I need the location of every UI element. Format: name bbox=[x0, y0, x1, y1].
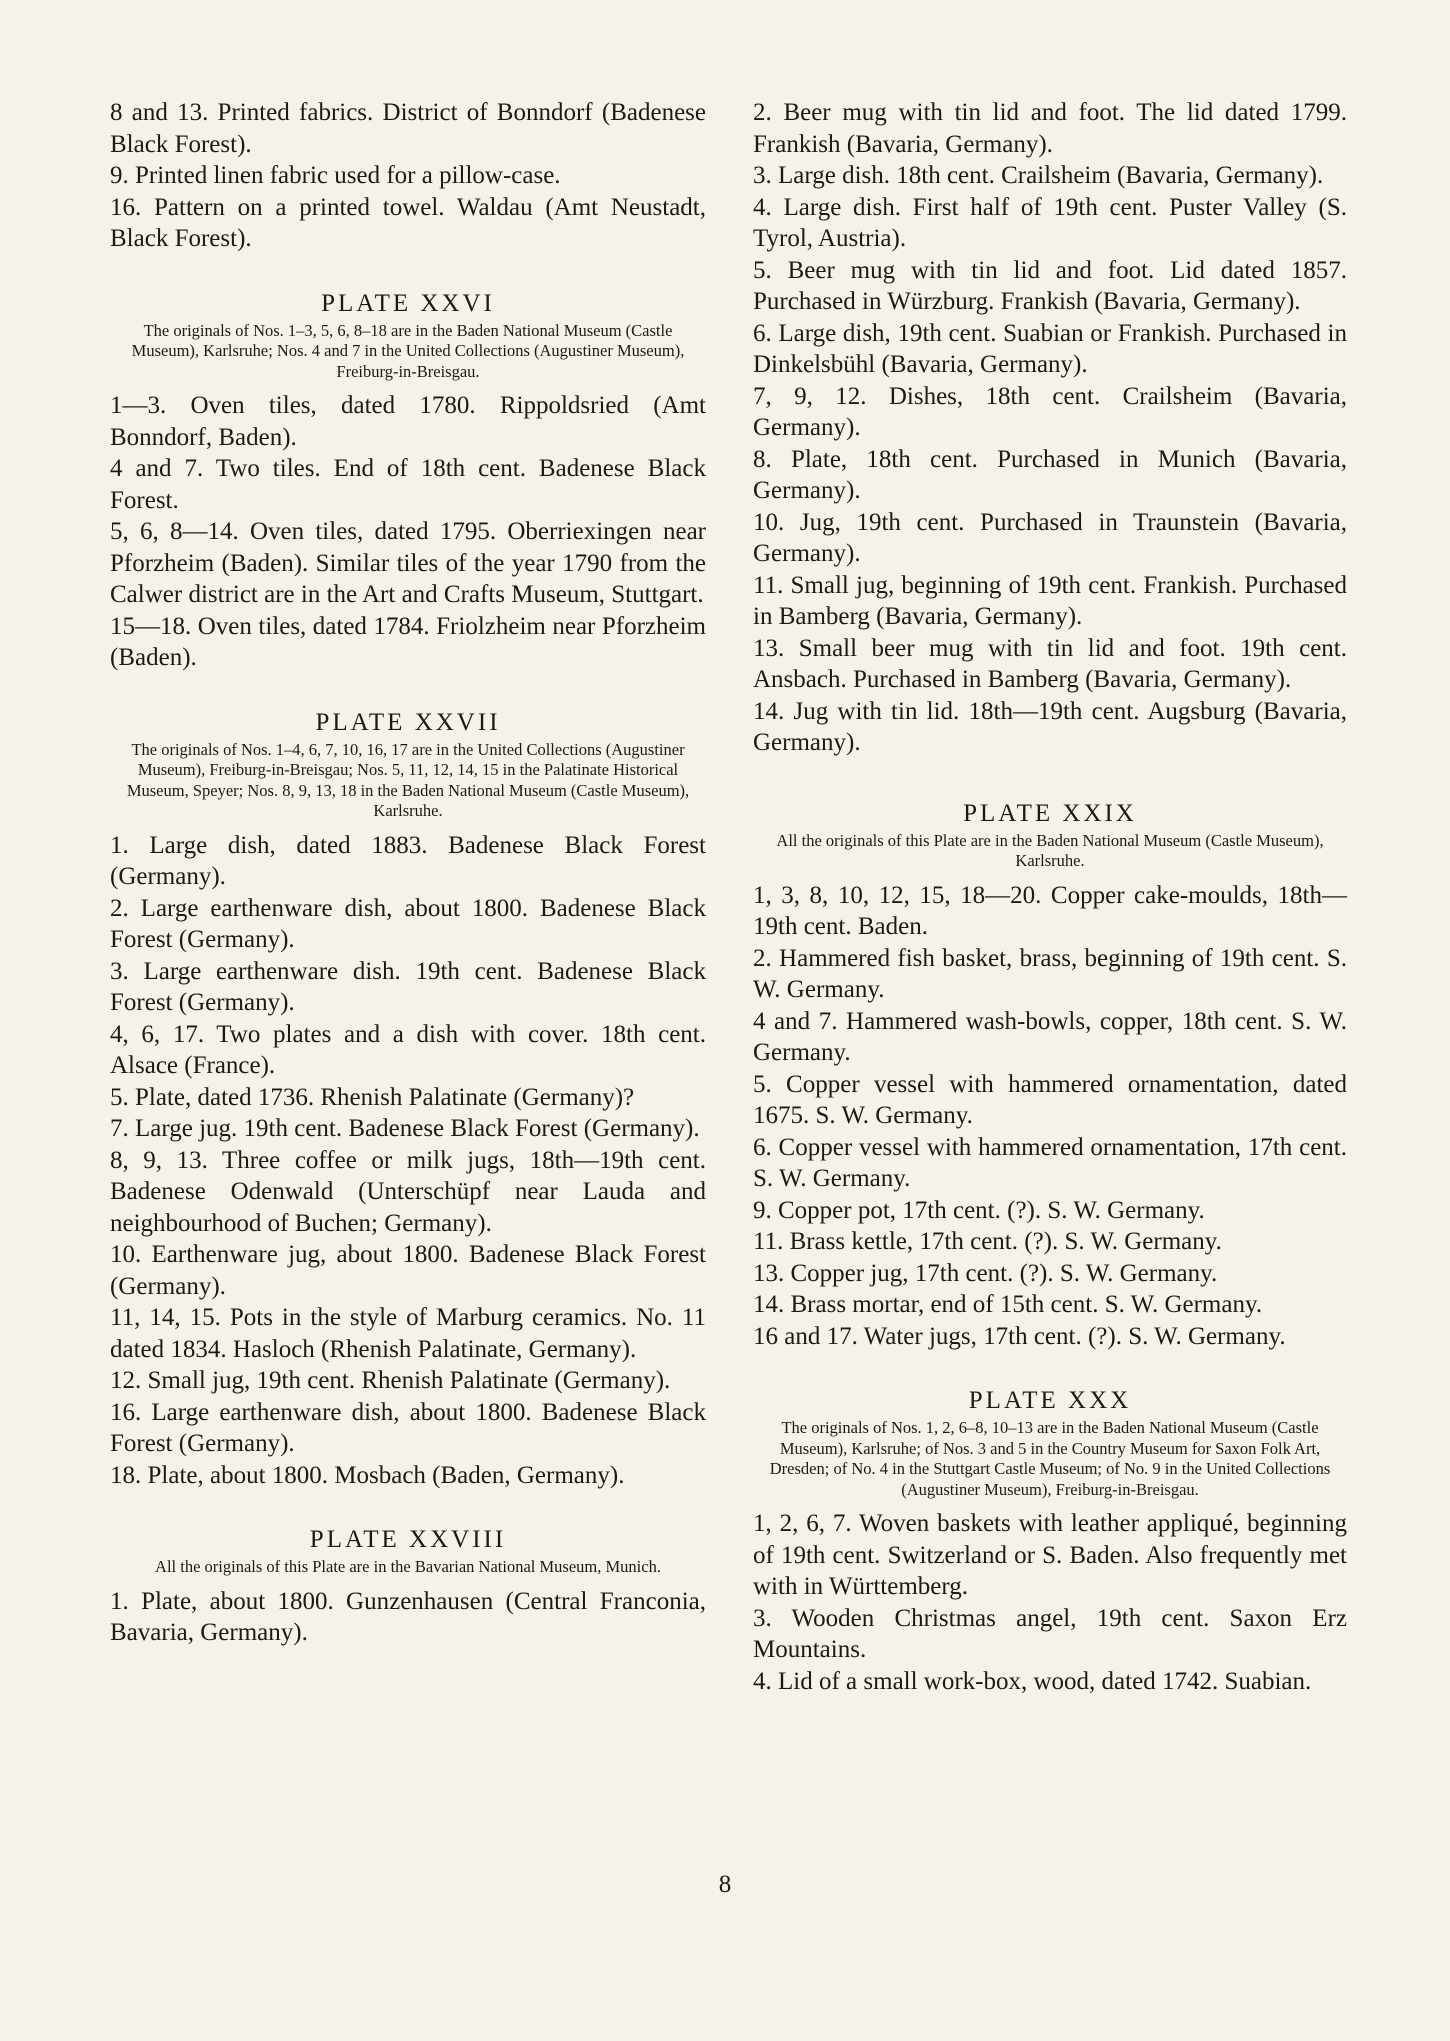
entry: 9. Copper pot, 17th cent. (?). S. W. Germany. bbox=[753, 1196, 1205, 1224]
entry: 13. Small beer mug with tin lid and foot. 19th cent. Ansbach. Purchased in Bamberg (Bavaria, Germany). bbox=[753, 634, 1347, 693]
entry: 4, 6, 17. Two plates and a dish with cover. 18th cent. Alsace (France). bbox=[110, 1020, 706, 1079]
entry: 1, 2, 6, 7. Woven baskets with leather appliqué, beginning of 19th cent. Switzerland or S. Baden. Also frequently met with in Württemberg. bbox=[753, 1510, 1347, 1600]
entry: 16. Pattern on a printed towel. Waldau (Amt Neustadt, Black Forest). bbox=[110, 193, 706, 252]
entry: 5, 6, 8—14. Oven tiles, dated 1795. Oberriexingen near Pforzheim (Baden). Similar tiles of the year 1790 from the Calwer district are in the Art and Crafts Museum, Stuttgart. bbox=[110, 518, 706, 608]
plate-note: The originals of Nos. 1–3, 5, 6, 8–18 are in the Baden National Museum (Castle Museum), Karlsruhe; Nos. 4 and 7 in the United Collections (Augustiner Museum), Freiburg-in-Breisgau. bbox=[131, 320, 685, 381]
entry: 8, 9, 13. Three coffee or milk jugs, 18th—19th cent. Badenese Odenwald (Unterschüpf near Lauda and neighbourhood of Buchen; Germany). bbox=[110, 1146, 706, 1237]
entry: 16 and 17. Water jugs, 17th cent. (?). S. W. Germany. bbox=[753, 1322, 1286, 1350]
plate-note: All the originals of this Plate are in the Baden National Museum (Castle Museum), Karlsruhe. bbox=[776, 830, 1324, 870]
entry: 5. Copper vessel with hammered ornamentation, dated 1675. S. W. Germany. bbox=[753, 1070, 1347, 1129]
entry: 3. Large dish. 18th cent. Crailsheim (Bavaria, Germany). bbox=[753, 162, 1324, 189]
page-number: 8 bbox=[718, 1871, 732, 1898]
left-column bbox=[110, 97, 706, 1649]
plate-heading: PLATE XXX bbox=[968, 1387, 1132, 1414]
entry: 14. Brass mortar, end of 15th cent. S. W. Germany. bbox=[753, 1291, 1263, 1318]
plate-note: The originals of Nos. 1, 2, 6–8, 10–13 are in the Baden National Museum (Castle Museum), Karlsruhe; of Nos. 3 and 5 in the Country Museum for Saxon Folk Art, Dresden; of No. 4 in the Stuttgart Castle Museum; of No. 9 in the United Collections (Augustiner Museum), Freiburg-in-Breisgau. bbox=[769, 1418, 1331, 1499]
entry: 1. Large dish, dated 1883. Badenese Black Forest (Germany). bbox=[110, 831, 706, 890]
right-column bbox=[753, 97, 1347, 1697]
entry: 10. Earthenware jug, about 1800. Badenese Black Forest (Germany). bbox=[110, 1241, 706, 1300]
entry: 11. Small jug, beginning of 19th cent. Frankish. Purchased in Bamberg (Bavaria, Germany). bbox=[753, 571, 1347, 630]
entry: 1. Plate, about 1800. Gunzenhausen (Central Franconia, Bavaria, Germany). bbox=[110, 1587, 706, 1646]
entry: 11, 14, 15. Pots in the style of Marburg ceramics. No. 11 dated 1834. Hasloch (Rhenish Palatinate, Germany). bbox=[110, 1304, 706, 1363]
entry: 9. Printed linen fabric used for a pillow-case. bbox=[110, 162, 561, 189]
entry: 8 and 13. Printed fabrics. District of Bonndorf (Badenese Black Forest). bbox=[110, 99, 706, 158]
entry: 6. Copper vessel with hammered ornamentation, 17th cent. S. W. Germany. bbox=[753, 1133, 1347, 1192]
plate-note: The originals of Nos. 1–4, 6, 7, 10, 16, 17 are in the United Collections (Augustiner Museum), Freiburg-in-Breisgau; Nos. 5, 11, 12, 14, 15 in the Palatinate Historical Museum, Speyer; Nos. 8, 9, 13, 18 in the Baden National Museum (Castle Museum), Karlsruhe. bbox=[126, 739, 690, 820]
entry: 6. Large dish, 19th cent. Suabian or Frankish. Purchased in Dinkelsbühl (Bavaria, Germany). bbox=[753, 319, 1347, 378]
entry: 16. Large earthenware dish, about 1800. Badenese Black Forest (Germany). bbox=[110, 1398, 706, 1457]
entry: 7, 9, 12. Dishes, 18th cent. Crailsheim (Bavaria, Germany). bbox=[753, 382, 1347, 441]
entry: 4. Large dish. First half of 19th cent. Puster Valley (S. Tyrol, Austria). bbox=[753, 193, 1347, 252]
entry: 2. Beer mug with tin lid and foot. The lid dated 1799. Frankish (Bavaria, Germany). bbox=[753, 99, 1347, 158]
entry: 8. Plate, 18th cent. Purchased in Munich (Bavaria, Germany). bbox=[753, 445, 1347, 504]
entry: 11. Brass kettle, 17th cent. (?). S. W. Germany. bbox=[753, 1228, 1222, 1255]
entry: 1—3. Oven tiles, dated 1780. Rippoldsried (Amt Bonndorf, Baden). bbox=[110, 392, 706, 451]
entry: 3. Wooden Christmas angel, 19th cent. Saxon Erz Mountains. bbox=[753, 1604, 1347, 1663]
entry: 5. Beer mug with tin lid and foot. Lid dated 1857. Purchased in Würzburg. Frankish (Bavaria, Germany). bbox=[753, 256, 1347, 315]
plate-note: All the originals of this Plate are in the Bavarian National Museum, Munich. bbox=[155, 1557, 661, 1576]
entry: 18. Plate, about 1800. Mosbach (Baden, Germany). bbox=[110, 1461, 625, 1489]
entry: 7. Large jug. 19th cent. Badenese Black Forest (Germany). bbox=[110, 1115, 700, 1142]
entry: 12. Small jug, 19th cent. Rhenish Palatinate (Germany). bbox=[110, 1367, 671, 1394]
entry: 4. Lid of a small work-box, wood, dated 1742. Suabian. bbox=[753, 1667, 1312, 1695]
plate-heading: PLATE XXIX bbox=[963, 799, 1137, 827]
entry: 15—18. Oven tiles, dated 1784. Friolzheim near Pforzheim (Baden). bbox=[110, 612, 706, 671]
entry: 2. Large earthenware dish, about 1800. Badenese Black Forest (Germany). bbox=[110, 894, 706, 953]
entry: 13. Copper jug, 17th cent. (?). S. W. Germany. bbox=[753, 1259, 1218, 1287]
entry: 1, 3, 8, 10, 12, 15, 18—20. Copper cake-moulds, 18th—19th cent. Baden. bbox=[753, 881, 1347, 940]
entry: 2. Hammered fish basket, brass, beginning of 19th cent. S. W. Germany. bbox=[753, 944, 1347, 1003]
entry: 10. Jug, 19th cent. Purchased in Traunstein (Bavaria, Germany). bbox=[753, 508, 1347, 567]
entry: 5. Plate, dated 1736. Rhenish Palatinate (Germany)? bbox=[110, 1083, 635, 1111]
entry: 4 and 7. Two tiles. End of 18th cent. Badenese Black Forest. bbox=[110, 455, 706, 514]
plate-heading: PLATE XXVIII bbox=[309, 1526, 507, 1553]
plate-heading: PLATE XXVI bbox=[321, 289, 495, 317]
plate-heading: PLATE XXVII bbox=[315, 708, 501, 736]
entry: 3. Large earthenware dish. 19th cent. Badenese Black Forest (Germany). bbox=[110, 957, 706, 1016]
entry: 14. Jug with tin lid. 18th—19th cent. Augsburg (Bavaria, Germany). bbox=[753, 697, 1347, 756]
entry: 4 and 7. Hammered wash-bowls, copper, 18th cent. S. W. Germany. bbox=[753, 1007, 1347, 1066]
